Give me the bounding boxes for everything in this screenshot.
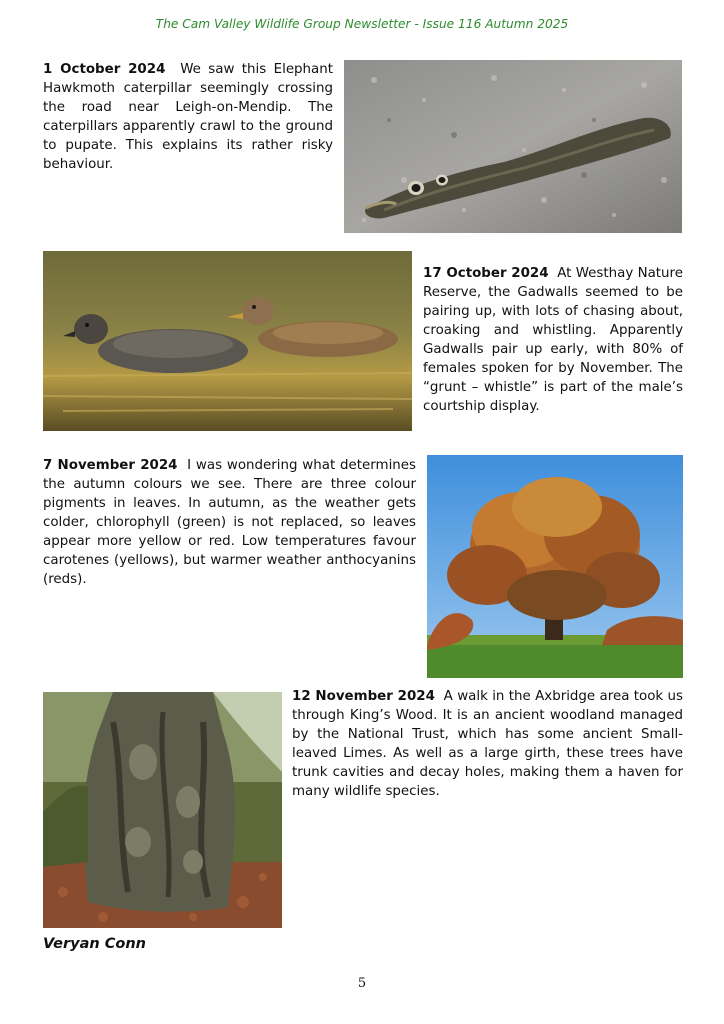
entry-4-date: 12 November 2024 bbox=[292, 689, 435, 704]
entry-2-date: 17 October 2024 bbox=[423, 266, 549, 281]
page-number: 5 bbox=[357, 976, 367, 991]
entry-4-paragraph bbox=[292, 687, 683, 801]
entry-4-text: A walk in the Axbridge area took us through King’s Wood. It is an ancient woodland managed by the National Trust, which has some ancient Small-leaved Limes. As well as a large girth, these trees have trunk cavities and decay holes, making them a haven for many wildlife species. bbox=[292, 689, 683, 799]
entry-1-paragraph bbox=[43, 60, 333, 174]
entry-3-date: 7 November 2024 bbox=[43, 458, 178, 473]
ancient-lime-tree-photo bbox=[43, 692, 282, 928]
newsletter-header: The Cam Valley Wildlife Group Newsletter - Issue 116 Autumn 2025 bbox=[155, 17, 569, 31]
entry-3-text: I was wondering what determines the autumn colours we see. There are three colour pigments in leaves. In autumn, as the weather gets colder, chlorophyll (green) is not replaced, so leaves appear more yellow or red. Low temperatures favour carotenes (yellows), but warmer weather anthocyanins (reds). bbox=[43, 458, 416, 587]
gadwall-ducks-photo bbox=[43, 251, 412, 431]
entry-3-paragraph bbox=[43, 456, 416, 589]
autumn-tree-photo bbox=[427, 455, 683, 678]
caterpillar-photo bbox=[344, 60, 682, 233]
entry-2-paragraph bbox=[423, 264, 683, 416]
entry-1-date: 1 October 2024 bbox=[43, 62, 166, 77]
entry-2-text: At Westhay Nature Reserve, the Gadwalls seemed to be pairing up, with lots of chasing about, croaking and whistling. Apparently Gadwalls pair up early, with 80% of females spoken for by November. The “grunt – whistle” is part of the male’s courtship display. bbox=[423, 266, 683, 414]
entry-1-text: We saw this Elephant Hawkmoth caterpillar seemingly crossing the road near Leigh-on-Mendip. The caterpillars apparently crawl to the ground to pupate. This explains its rather risky behaviour. bbox=[43, 62, 333, 172]
author-signature: Veryan Conn bbox=[43, 936, 147, 952]
